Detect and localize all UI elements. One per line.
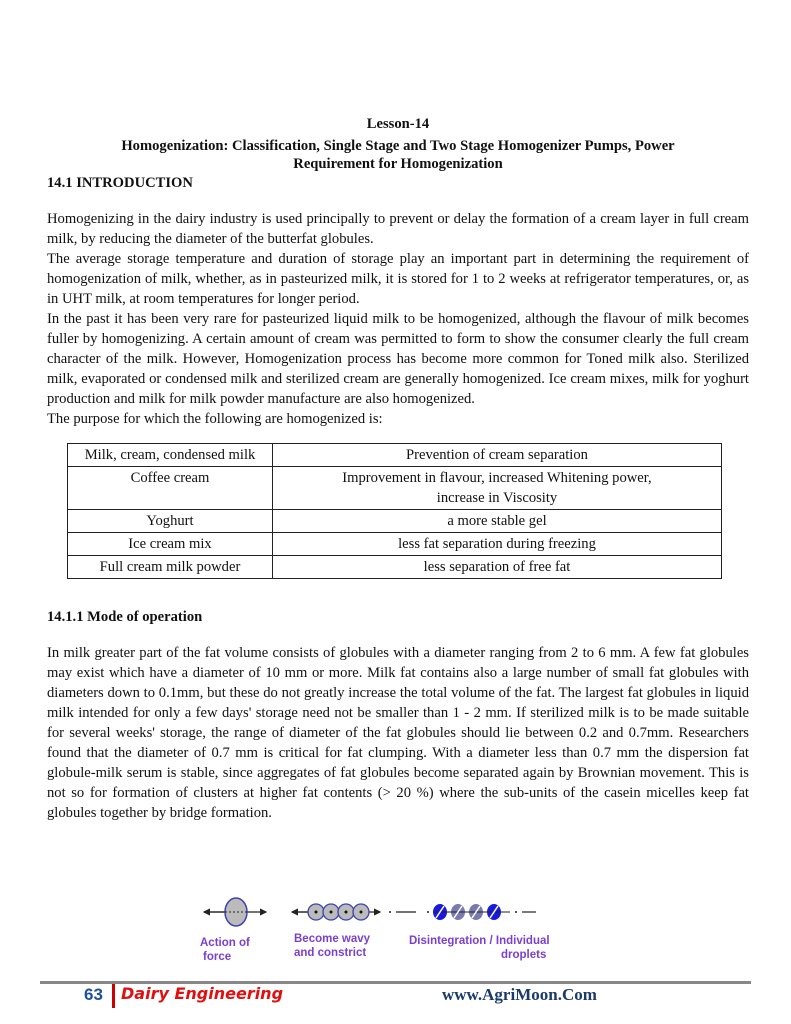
section-heading-mode-of-operation: 14.1.1 Mode of operation <box>47 609 203 625</box>
document-page <box>47 114 749 823</box>
homogenization-purpose-table <box>67 443 722 579</box>
lesson-number: Lesson-14 <box>366 116 430 132</box>
table-cell: Milk, cream, condensed milk <box>68 444 273 467</box>
globule-illustration <box>190 897 590 937</box>
table-cell: Ice cream mix <box>68 533 273 556</box>
table-row <box>68 533 722 556</box>
intro-paragraph: The purpose for which the following are homogenized is: <box>47 411 383 427</box>
section-heading-introduction: 14.1 INTRODUCTION <box>47 175 193 191</box>
table-cell: Yoghurt <box>68 510 273 533</box>
lesson-title-line2: Requirement for Homogenization <box>293 156 503 172</box>
table-row <box>68 467 722 510</box>
intro-paragraph: Homogenizing in the dairy industry is used principally to prevent or delay the formation of a cream layer in full cream milk, by reducing the diameter of the butterfat globules. <box>47 211 749 247</box>
page-number: 63 <box>84 985 103 1004</box>
table-cell: Coffee cream <box>68 467 273 510</box>
table-cell: Prevention of cream separation <box>273 444 722 467</box>
footer-separator <box>112 984 115 1008</box>
website-url: www.AgriMoon.Com <box>442 985 597 1004</box>
table-row <box>68 444 722 467</box>
lesson-title-line1: Homogenization: Classification, Single Stage and Two Stage Homogenizer Pumps, Power <box>121 138 675 154</box>
table-cell: less separation of free fat <box>273 556 722 579</box>
table-row <box>68 556 722 579</box>
mode-paragraph: In milk greater part of the fat volume consists of globules with a diameter ranging from 2 to 6 mm. A few fat globules may exist which have a diameter of 10 mm or more. Milk fat contains also a large number of small fat globules with diameters down to 0.1mm, but these do not greatly increase the total volume of the fat. The largest fat globules in liquid milk intended for only a few days' storage need not be smaller than 1 - 2 mm. If sterilized milk is to be made suitable for several weeks' storage, the range of diameter of the fat globules should lie between 0.2 and 0.7mm. Researchers found that the diameter of 0.7 mm is critical for fat clumping. With a diameter less than 0.7 mm the dispersion fat globule-milk serum is stable, since aggregates of fat globules become separated again by Brownian movement. This is not so for formation of clusters at higher fat contents (> 20 %) where the sub-units of the casein micelles keep fat globules together by bridge formation. <box>47 645 749 821</box>
intro-paragraph: In the past it has been very rare for pasteurized liquid milk to be homogenized, although the flavour of milk becomes fuller by homogenizing. A certain amount of cream was permitted to form to show the consumer clearly the full cream character of the milk. However, Homogenization process has become more common for Toned milk also. Sterilized milk, evaporated or condensed milk and sterilized cream are generally homogenized. Ice cream mixes, milk for yoghurt production and milk for milk powder manufacture are also homogenized. <box>47 311 749 407</box>
droplets-icon <box>427 904 536 920</box>
become-wavy-label: Become wavy and constrict <box>294 933 371 959</box>
course-name: Dairy Engineering <box>121 984 284 1003</box>
table-cell: a more stable gel <box>273 510 722 533</box>
globule-disintegration-diagram <box>190 897 590 972</box>
table-cell: less fat separation during freezing <box>273 533 722 556</box>
action-of-force-label: Action of force <box>200 937 250 963</box>
disintegration-label: Disintegration / Individual droplets <box>409 935 550 961</box>
table-cell: Full cream milk powder <box>68 556 273 579</box>
intro-paragraph: The average storage temperature and duration of storage play an important part in determining the requirement of homogenization of milk, whether, as in pasteurized milk, it is stored for 1 to 2 weeks at refrigerator temperatures, or, as in UHT milk, at room temperatures for longer period. <box>47 251 749 307</box>
table-cell: Improvement in flavour, increased Whitening power, increase in Viscosity <box>273 467 722 510</box>
wavy-constrict-icon <box>292 904 416 920</box>
action-of-force-icon <box>204 898 266 926</box>
table-row <box>68 510 722 533</box>
